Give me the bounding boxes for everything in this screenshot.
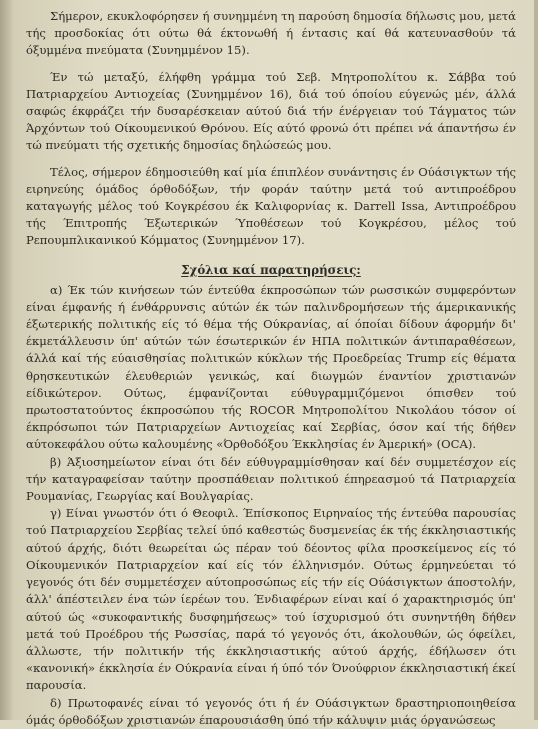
- comment-d: δ) Πρωτοφανές είναι τό γεγονός ότι ή έν Ούάσιγκτων δραστηριοποιηθείσα όμάς όρθοδόξων χριστιανών έπαρουσιάσθη ύπό τήν κάλυψιν μιάς όργανώσεως: [26, 695, 516, 727]
- section-title: Σχόλια καί παρατηρήσεις:: [181, 262, 361, 277]
- comment-c: γ) Είναι γνωστόν ότι ό Θεοφιλ. Έπίσκοπος Ειρηναίος τής έντεύθα παρουσίας τού Πατριαρχείου Σερβίας τελεί ύπό καθεστώς δυσμενείας έκ τής έκκλησιαστικής αύτού άρχής, διότι θεωρείται ώς πέραν τού δέοντος φίλα προσκείμενος είς τό Οίκουμενικόν Πατριαρχείον καί είς τόν έλληνισμόν. Ούτως έρμηνεύεται τό γεγονός ότι δέν συμμετέσχεν αύτοπροσώπως είς τήν είς Ούάσιγκτων άποστολήν, άλλ' άπέστειλεν ένα τών ίερέων του. Ένδιαφέρων είναι καί ό χαρακτηρισμός ύπ' αύτού ώς «συκοφαντικής δυσφημήσεως» τού ίσχυρισμού ότι συνηντήθη δήθεν μετά τού Προέδρου τής Ρωσσίας, παρά τό γεγονός ότι, άκολουθών, ώς όφείλει, άλλωστε, τήν πολιτικήν τής έκκλησιαστικής αύτού άρχής, έδήλωσεν ότι «κανονική» έκκλησία έν Ούκρανία είναι ή ύπό τόν Όνούφριον έκκλησιαστική έκεί παρουσία.: [26, 506, 516, 693]
- paragraph-antioch-letter: Έν τώ μεταξύ, έλήφθη γράμμα τού Σεβ. Μητροπολίτου κ. Σάββα τού Πατριαρχείου Αντιοχείας (Συνημμένον 16), διά τού όποίου εύγενώς μέν, άλλά σαφώς έκφράζει τήν δυσαρέσκειαν αύτού διά τήν ένέργειαν τού Τάγματος τών Άρχόντων τού Οίκουμενικού Θρόνου. Είς αύτό φρονώ ότι πρέπει νά άπαντήσω έν τώ πνεύματι τής σχετικής δημοσίας δηλώσεώς μου.: [26, 69, 516, 153]
- comment-b: β) Άξιοσημείωτον είναι ότι δέν εύθυγραμμίσθησαν καί δέν συμμετέσχον είς τήν καταγραφείσαν ταύτην προσπάθειαν πολιτικού έπηρεασμού τά Πατριαρχεία Ρουμανίας, Γεωργίας καί Βουλγαρίας.: [26, 454, 516, 504]
- comment-a: α) Έκ τών κινήσεων τών έντεύθα έκπροσώπων τών ρωσσικών συμφερόντων είναι έμφανής ή ένθάρρυνσις αύτών έκ τών παλινδρομήσεων τής άμερικανικής έξωτερικής πολιτικής είς τό θέμα τής Ούκρανίας, αί όποίαι δίδουν άφορμήν δι' έκμετάλλευσιν ύπ' αύτών τών έσωτερικών έν ΗΠΑ πολιτικών άντιπαραθέσεων, άλλά καί τής εύαισθησίας πολιτικών κύκλων τής Προεδρείας Trump είς θέματα θρησκευτικών έλευθεριών γενικώς, καί διωγμών έναντίον χριστιανών είδικώτερον. Ούτως, έμφανίζονται εύθυγραμμιζόμενοι όπισθεν τού πρωτοστατούντος έκπροσώπου τής ROCOR Μητροπολίτου Νικολάου τόσον οί έκπρόσωποι τών Πατριαρχείων Αντιοχείας καί Σερβίας, όσον καί τής δήθεν αύτοκεφάλου ούτω καλουμένης «Όρθοδόξου Έκκλησίας έν Άμερική» (OCA).: [26, 282, 516, 452]
- paragraph-washington-meeting: Τέλος, σήμερον έδημοσιεύθη καί μία έπιπλέον συνάντησις έν Ούάσιγκτων τής ειρηνεύης όμάδος όρθοδόξων, τήν φοράν ταύτην μετά τού αντιπροέδρου καταγωγής μέλος τού Κογκρέσου έκ Καλιφορνίας κ. Darrell Issa, Αντιπροέδρου τής Έπιτροπής Έξωτερικών Ύποθέσεων τού Κογκρέσου, μέλος τού Ρεπουμπλικανικού Κόμματος (Συνημμένον 17).: [26, 164, 516, 248]
- paragraph-statement-release: Σήμερον, εκυκλοφόρησεν ή συνημμένη τη παρούση δημοσία δήλωσις μου, μετά τής προσδοκίας ότι ούτω θά έκτονωθή ή έντασις καί θά κατευνασθούν τά όξυμμένα πνεύματα (Συνημμένον 15).: [26, 9, 516, 58]
